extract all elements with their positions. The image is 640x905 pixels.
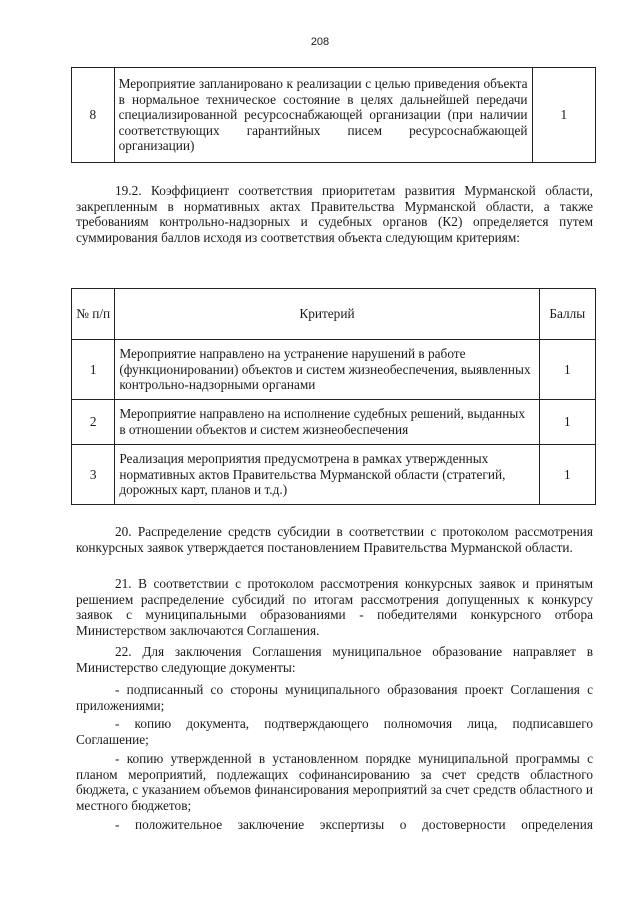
row-criterion-text: Мероприятие запланировано к реализации с целью приведения объекта в нормальное техническое состояние в целях дальнейшей передачи специализированной ресурсоснабжающей организации (при наличии соответствующих гарантийных писем ресурсоснабжающей организации): [114, 68, 532, 163]
row-number: 2: [72, 400, 115, 445]
table-row: [72, 340, 596, 400]
paragraph-19-2: 19.2. Коэффициент соответствия приоритетам развития Мурманской области, закрепленным в нормативных актах Правительства Мурманской области, а также требованиям контрольно-надзорных и судебных органов (К2) определяется путем суммирования баллов исходя из соответствия объекта следующим критериям:: [76, 183, 593, 245]
row-number: 3: [72, 445, 115, 505]
row-points: 1: [532, 68, 595, 163]
criteria-table-continued: [71, 67, 596, 163]
header-criterion: Критерий: [115, 289, 539, 340]
page-number: 208: [310, 36, 330, 48]
paragraph-22: 22. Для заключения Соглашения муниципальное образование направляет в Министерство следующие документы:: [76, 644, 593, 675]
header-number: № п/п: [72, 289, 115, 340]
row-number: 8: [72, 68, 115, 163]
row-criterion-text: Мероприятие направлено на устранение нарушений в работе (функционировании) объектов и систем жизнеобеспечения, выявленных контрольно-надзорными органами: [115, 340, 539, 400]
list-item: - копию утвержденной в установленном порядке муниципальной программы с планом мероприятий, подлежащих софинансированию за счет средств областного бюджета, с указанием объемов финансирования мероприятий за счет средств областного и местного бюджетов;: [76, 751, 593, 813]
row-number: 1: [72, 340, 115, 400]
row-criterion-text: Реализация мероприятия предусмотрена в рамках утвержденных нормативных актов Правительства Мурманской области (стратегий, дорожных карт, планов и т.д.): [115, 445, 539, 505]
list-item: - копию документа, подтверждающего полномочия лица, подписавшего Соглашение;: [76, 716, 593, 747]
row-criterion-text: Мероприятие направлено на исполнение судебных решений, выданных в отношении объектов и систем жизнеобеспечения: [115, 400, 539, 445]
table-row: [72, 400, 596, 445]
row-points: 1: [539, 400, 595, 445]
table-row: [72, 68, 596, 163]
row-points: 1: [539, 340, 595, 400]
paragraph-20: 20. Распределение средств субсидии в соответствии с протоколом рассмотрения конкурсных заявок утверждается постановлением Правительства Мурманской области.: [76, 524, 593, 555]
criteria-table: [71, 288, 596, 505]
row-points: 1: [539, 445, 595, 505]
paragraph-21: 21. В соответствии с протоколом рассмотрения конкурсных заявок и принятым решением распределение субсидий по итогам рассмотрения допущенных к конкурсу заявок с муниципальными образованиями - победителями конкурсного отбора Министерством заключаются Соглашения.: [76, 576, 593, 638]
header-points: Баллы: [539, 289, 595, 340]
table-row: [72, 445, 596, 505]
list-item: - положительное заключение экспертизы о достоверности определения: [115, 817, 593, 832]
list-item: - подписанный со стороны муниципального образования проект Соглашения с приложениями;: [76, 682, 593, 713]
table-header-row: [72, 289, 596, 340]
